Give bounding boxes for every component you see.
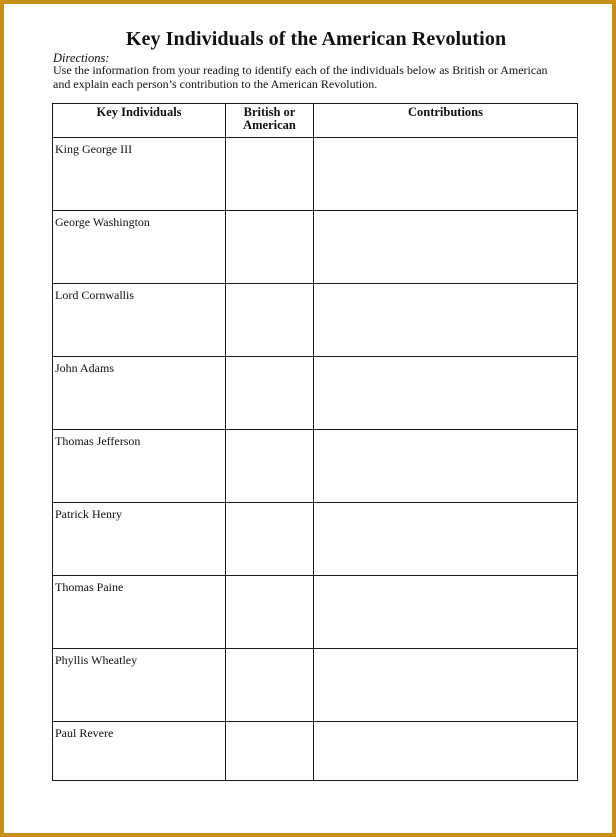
worksheet-page <box>4 4 612 833</box>
individual-name-cell <box>53 284 226 357</box>
contributions-cell[interactable] <box>314 211 578 284</box>
individual-name: Thomas Paine <box>55 580 124 594</box>
individual-name-cell <box>53 649 226 722</box>
individual-name: John Adams <box>55 361 115 375</box>
table-row <box>53 722 578 781</box>
contributions-cell[interactable] <box>314 357 578 430</box>
header-key-individuals: Key Individuals <box>53 104 226 138</box>
table-row <box>53 284 578 357</box>
contributions-cell[interactable] <box>314 722 578 781</box>
header-british-or-american: British or American <box>226 104 314 138</box>
british-or-american-cell[interactable] <box>226 211 314 284</box>
contributions-cell[interactable] <box>314 138 578 211</box>
header-contributions: Contributions <box>314 104 578 138</box>
british-or-american-cell[interactable] <box>226 722 314 781</box>
individual-name: George Washington <box>55 215 150 229</box>
individual-name: Paul Revere <box>55 726 114 740</box>
british-or-american-cell[interactable] <box>226 503 314 576</box>
table-row <box>53 503 578 576</box>
contributions-cell[interactable] <box>314 430 578 503</box>
table-row <box>53 649 578 722</box>
page-frame <box>4 4 612 833</box>
individual-name-cell <box>53 211 226 284</box>
british-or-american-cell[interactable] <box>226 138 314 211</box>
directions-label: Directions: <box>53 51 110 65</box>
british-or-american-cell[interactable] <box>226 357 314 430</box>
contributions-cell[interactable] <box>314 284 578 357</box>
table-row <box>53 357 578 430</box>
directions-text: Use the information from your reading to identify each of the individuals below as British or American and explain each person’s contribution to the American Revolution. <box>53 63 548 91</box>
individual-name: Thomas Jefferson <box>55 434 141 448</box>
individual-name-cell <box>53 722 226 781</box>
table-body <box>53 138 578 781</box>
individual-name: Phyllis Wheatley <box>55 653 138 667</box>
table-row <box>53 430 578 503</box>
individual-name: King George III <box>55 142 133 156</box>
individual-name-cell <box>53 430 226 503</box>
contributions-cell[interactable] <box>314 649 578 722</box>
table-row <box>53 138 578 211</box>
individual-name-cell <box>53 138 226 211</box>
british-or-american-cell[interactable] <box>226 284 314 357</box>
table-row <box>53 576 578 649</box>
table-header-row <box>53 104 578 138</box>
contributions-cell[interactable] <box>314 503 578 576</box>
british-or-american-cell[interactable] <box>226 576 314 649</box>
british-or-american-cell[interactable] <box>226 649 314 722</box>
individual-name: Patrick Henry <box>55 507 122 521</box>
individual-name-cell <box>53 576 226 649</box>
individual-name: Lord Cornwallis <box>55 288 134 302</box>
individual-name-cell <box>53 357 226 430</box>
table-row <box>53 211 578 284</box>
page-title: Key Individuals of the American Revolution <box>125 28 507 50</box>
individuals-table <box>52 103 578 781</box>
individual-name-cell <box>53 503 226 576</box>
contributions-cell[interactable] <box>314 576 578 649</box>
british-or-american-cell[interactable] <box>226 430 314 503</box>
